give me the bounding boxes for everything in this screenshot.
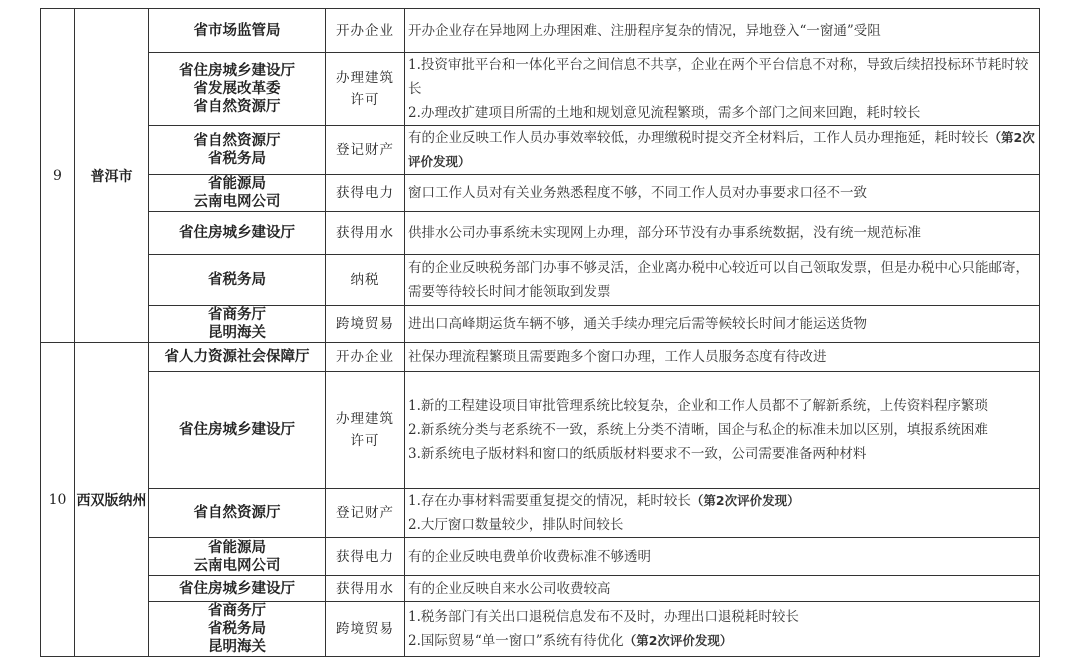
city-name: 西双版纳州 [75,343,149,657]
table-body [41,9,1040,657]
issue-line [408,394,1037,418]
issue-description [405,255,1040,306]
issue-description [405,306,1040,343]
department-cell [149,576,326,602]
issue-text: 有的企业反映工作人员办事效率较低，办理缴税时提交齐全材料后，工作人员办理拖延，耗时较长 [408,130,989,146]
department-cell [149,212,326,255]
indicator-item: 开办企业 [326,343,405,372]
issue-text: 社保办理流程繁琐且需要跑多个窗口办理，工作人员服务态度有待改进 [408,349,827,365]
indicator-item: 开办企业 [326,9,405,53]
issue-description [405,372,1040,489]
city-name: 普洱市 [75,9,149,343]
table-row [41,212,1040,255]
issue-description [405,489,1040,538]
table-row [41,255,1040,306]
department-name: 省市场监管局 [193,22,281,39]
evaluation-note: （第2次评价发现） [408,130,1035,169]
table-row [41,343,1040,372]
department-name: 省能源局 [208,539,266,556]
evaluation-note: （第2次评价发现） [623,633,733,648]
issue-text: 进出口高峰期运货车辆不够，通关手续办理完后需等候较长时间才能运送货物 [408,316,867,332]
indicator-item: 获得用水 [326,212,405,255]
issue-line [408,181,1037,205]
issue-text: 1.新的工程建设项目审批管理系统比较复杂，企业和工作人员都不了解新系统，上传资料程序繁琐 [408,398,988,414]
department-cell [149,602,326,657]
issue-description [405,53,1040,126]
row-number: 9 [41,9,75,343]
issue-text: 有的企业反映电费单价收费标准不够透明 [408,548,651,565]
issue-description [405,126,1040,175]
indicator-item: 办理建筑许可 [326,53,405,126]
issue-line [408,577,1037,601]
issue-line [408,629,1037,653]
department-name: 省住房城乡建设厅 [179,63,295,79]
department-cell [149,53,326,126]
department-cell [149,9,326,53]
issue-line [408,101,1037,125]
indicator-item: 登记财产 [326,489,405,538]
indicator-item: 获得用水 [326,576,405,602]
issue-line [408,53,1037,101]
indicator-item: 跨境贸易 [326,602,405,657]
issue-text: 有的企业反映自来水公司收费较高 [408,580,611,597]
department-name: 省税务局 [208,621,266,637]
issue-line [408,605,1037,629]
issue-line [408,221,1037,245]
issue-text: 1.存在办事材料需要重复提交的情况，耗时较长 [408,493,691,509]
department-name: 云南电网公司 [193,557,281,574]
issue-line [408,418,1037,442]
department-name: 省自然资源厅 [193,133,281,149]
table-row [41,126,1040,175]
department-name: 省人力资源社会保障厅 [164,349,310,365]
issue-line [408,545,1037,569]
indicator-item: 登记财产 [326,126,405,175]
department-name: 省税务局 [208,151,266,167]
issue-text: 2.办理改扩建项目所需的土地和规划意见流程繁琐，需多个部门之间来回跑，耗时较长 [408,105,921,121]
table-row [41,53,1040,126]
row-number: 10 [41,343,75,657]
issue-line [408,19,1037,43]
issue-text: 3.新系统电子版材料和窗口的纸质版材料要求不一致，公司需要准备两种材料 [408,446,867,462]
evaluation-note: （第2次评价发现） [690,493,800,508]
department-name: 云南电网公司 [193,194,281,210]
department-cell [149,175,326,212]
indicator-item: 办理建筑许可 [326,372,405,489]
department-cell [149,255,326,306]
issue-line [408,442,1037,466]
department-name: 省商务厅 [208,307,266,323]
issue-text: 2.大厅窗口数量较少，排队时间较长 [408,517,624,533]
issue-line [408,513,1037,537]
issue-description [405,9,1040,53]
indicator-item: 跨境贸易 [326,306,405,343]
department-name: 昆明海关 [208,325,266,341]
issue-description [405,343,1040,372]
issue-text: 2.新系统分类与老系统不一致，系统上分类不清晰，国企与私企的标准未加以区别，填报系统困难 [408,422,988,438]
issue-description [405,212,1040,255]
department-name: 省税务局 [208,272,266,288]
department-name: 省发展改革委 [193,81,281,97]
table-row [41,538,1040,576]
evaluation-issues-table [40,8,1040,657]
department-cell [149,538,326,576]
department-name: 省能源局 [208,176,266,192]
issue-text: 2.国际贸易“单一窗口”系统有待优化 [408,633,624,649]
department-name: 省住房城乡建设厅 [179,580,295,597]
issue-text: 有的企业反映税务部门办事不够灵活，企业离办税中心较近可以自己领取发票，但是办税中心只能邮寄，需要等待较长时间才能领取到发票 [408,260,1029,300]
issue-description [405,602,1040,657]
department-name: 省住房城乡建设厅 [179,225,295,241]
table-row [41,372,1040,489]
table-row [41,489,1040,538]
issue-text: 1.税务部门有关出口退税信息发布不及时，办理出口退税耗时较长 [408,609,799,625]
table-row [41,9,1040,53]
issue-description [405,175,1040,212]
indicator-item: 获得电力 [326,175,405,212]
department-cell [149,372,326,489]
issue-line [408,345,1037,369]
issue-description [405,538,1040,576]
department-name: 省住房城乡建设厅 [179,422,295,438]
department-name: 省商务厅 [208,603,266,619]
issue-line [408,256,1037,304]
issue-line [408,312,1037,336]
department-cell [149,343,326,372]
issue-line [408,126,1037,174]
indicator-item: 获得电力 [326,538,405,576]
indicator-item: 纳税 [326,255,405,306]
department-cell [149,306,326,343]
table-row [41,306,1040,343]
issue-text: 开办企业存在异地网上办理困难、注册程序复杂的情况，异地登入“一窗通”受阻 [408,22,881,39]
table-row [41,576,1040,602]
department-name: 省自然资源厅 [193,505,281,521]
issue-description [405,576,1040,602]
issue-text: 窗口工作人员对有关业务熟悉程度不够，不同工作人员对办事要求口径不一致 [408,185,867,201]
department-name: 省自然资源厅 [193,99,281,115]
table-row [41,602,1040,657]
table-row [41,175,1040,212]
department-cell [149,126,326,175]
issue-text: 1.投资审批平台和一体化平台之间信息不共享，企业在两个平台信息不对称，导致后续招投标环节耗时较长 [408,57,1029,97]
issue-text: 供排水公司办事系统未实现网上办理，部分环节没有办事系统数据，没有统一规范标准 [408,225,921,241]
department-name: 昆明海关 [208,639,266,655]
department-cell [149,489,326,538]
issue-line [408,489,1037,513]
